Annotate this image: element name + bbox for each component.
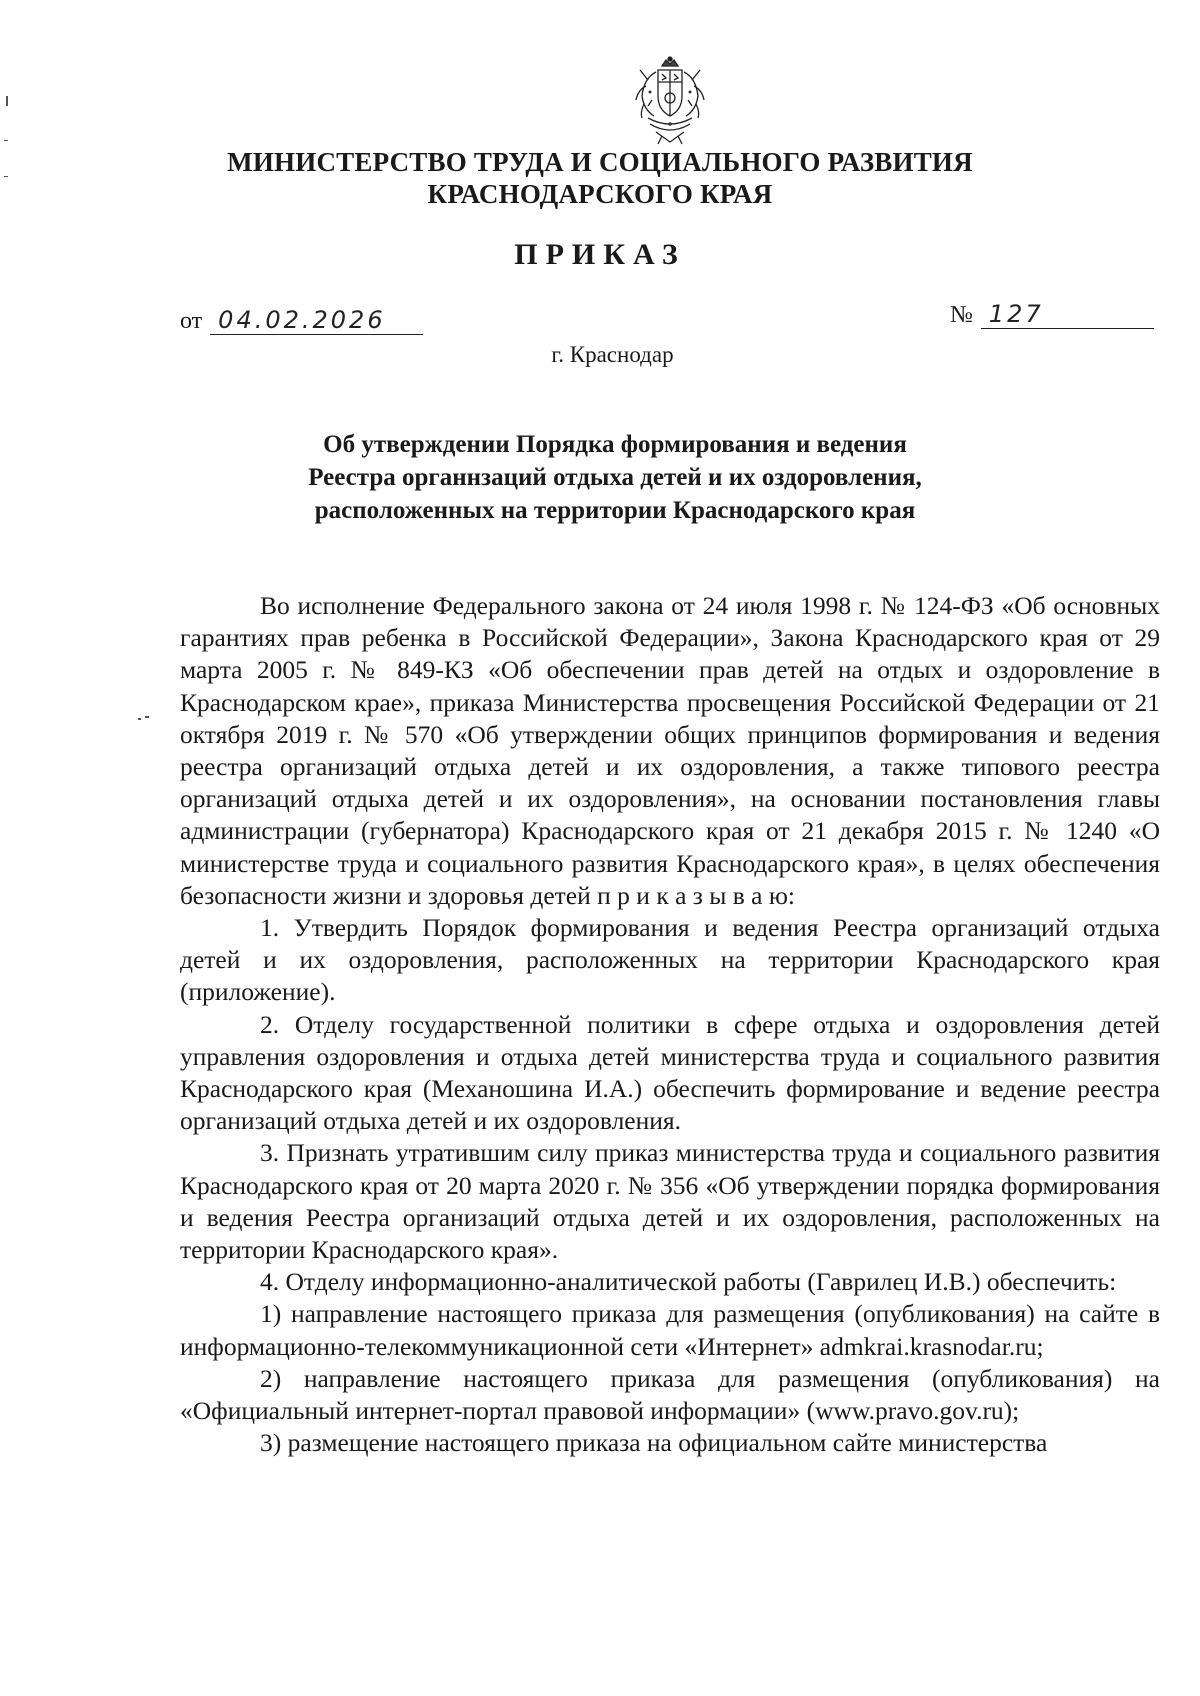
subject-line3: расположенных на территории Краснодарского края	[314, 497, 916, 524]
ministry-name	[0, 146, 1200, 210]
scan-artifact	[6, 96, 8, 106]
number-value: 127	[981, 300, 1154, 329]
coat-of-arms-emblem	[628, 56, 712, 146]
item-4-1-paragraph: 1) направление настоящего приказа для размещения (опубликования) на сайте в информационно-телекоммуникационной сети «Интернет» admkrai.krasnodar.ru;	[180, 1299, 1160, 1361]
date-field	[180, 306, 423, 335]
scan-artifact	[4, 140, 8, 141]
document-body	[180, 590, 1160, 1459]
city: г. Краснодар	[551, 342, 674, 367]
date-prefix: от	[180, 308, 203, 334]
date-value: 04.02.2026	[210, 306, 423, 335]
document-subject	[0, 428, 1200, 527]
item-4-paragraph: 4. Отделу информационно-аналитической работы (Гаврилец И.В.) обеспечить:	[260, 1267, 1117, 1297]
scan-artifact	[145, 716, 149, 718]
item-3-paragraph: 3. Признать утратившим силу приказ министерства труда и социального развития Краснодарского края от 20 марта 2020 г. № 356 «Об утверждении порядка формирования и ведения Реестра организаций отдыха детей и их оздоровления, расположенных на территории Краснодарского края».	[180, 1138, 1160, 1265]
ministry-name-line1: МИНИСТЕРСТВО ТРУДА И СОЦИАЛЬНОГО РАЗВИТИЯ	[227, 147, 973, 177]
item-4-3-paragraph: 3) размещение настоящего приказа на официальном сайте министерства	[260, 1428, 1048, 1458]
scan-artifact	[138, 718, 141, 720]
preamble-paragraph: Во исполнение Федерального закона от 24 июля 1998 г. № 124-ФЗ «Об основных гарантиях прав ребенка в Российской Федерации», Закона Краснодарского края от 29 марта 2005 г. № 849-КЗ «Об обеспечении прав детей на отдых и оздоровление в Краснодарском крае», приказа Министерства просвещения Российской Федерации от 21 октября 2019 г. № 570 «Об утверждении общих принципов формирования и ведения реестра организаций отдыха детей и их оздоровления, а также типового реестра организаций отдыха детей и их оздоровления», на основании постановления главы администрации (губернатора) Краснодарского края от 21 декабря 2015 г. № 1240 «О министерстве труда и социального развития Краснодарского края», в целях обеспечения безопасности жизни и здоровья детей п р и к а з ы в а ю:	[180, 591, 1160, 910]
document-type-title: ПРИКАЗ	[514, 238, 686, 271]
subject-line2: Реестра органнзаций отдыха детей и их оздоровления,	[308, 464, 922, 491]
item-1-paragraph: 1. Утвердить Порядок формирования и ведения Реестра организаций отдыха детей и их оздоровления, расположенных на территории Краснодарского края (приложение).	[180, 913, 1160, 1007]
ministry-name-line2: КРАСНОДАРСКОГО КРАЯ	[427, 179, 773, 209]
number-prefix: №	[950, 302, 973, 328]
number-field	[950, 300, 1154, 329]
scan-artifact	[4, 176, 8, 177]
item-4-2-paragraph: 2) направление настоящего приказа для размещения (опубликования) на «Официальный интернет-портал правовой информации» (www.pravo.gov.ru);	[180, 1363, 1160, 1426]
item-2-paragraph: 2. Отделу государственной политики в сфере отдыха и оздоровления детей управления оздоровления и отдыха детей министерства труда и социального развития Краснодарского края (Механошина И.А.) обеспечить формирование и ведение реестра организаций отдыха детей и их оздоровления.	[180, 1009, 1160, 1136]
subject-line1: Об утверждении Порядка формирования и ведения	[323, 431, 907, 458]
